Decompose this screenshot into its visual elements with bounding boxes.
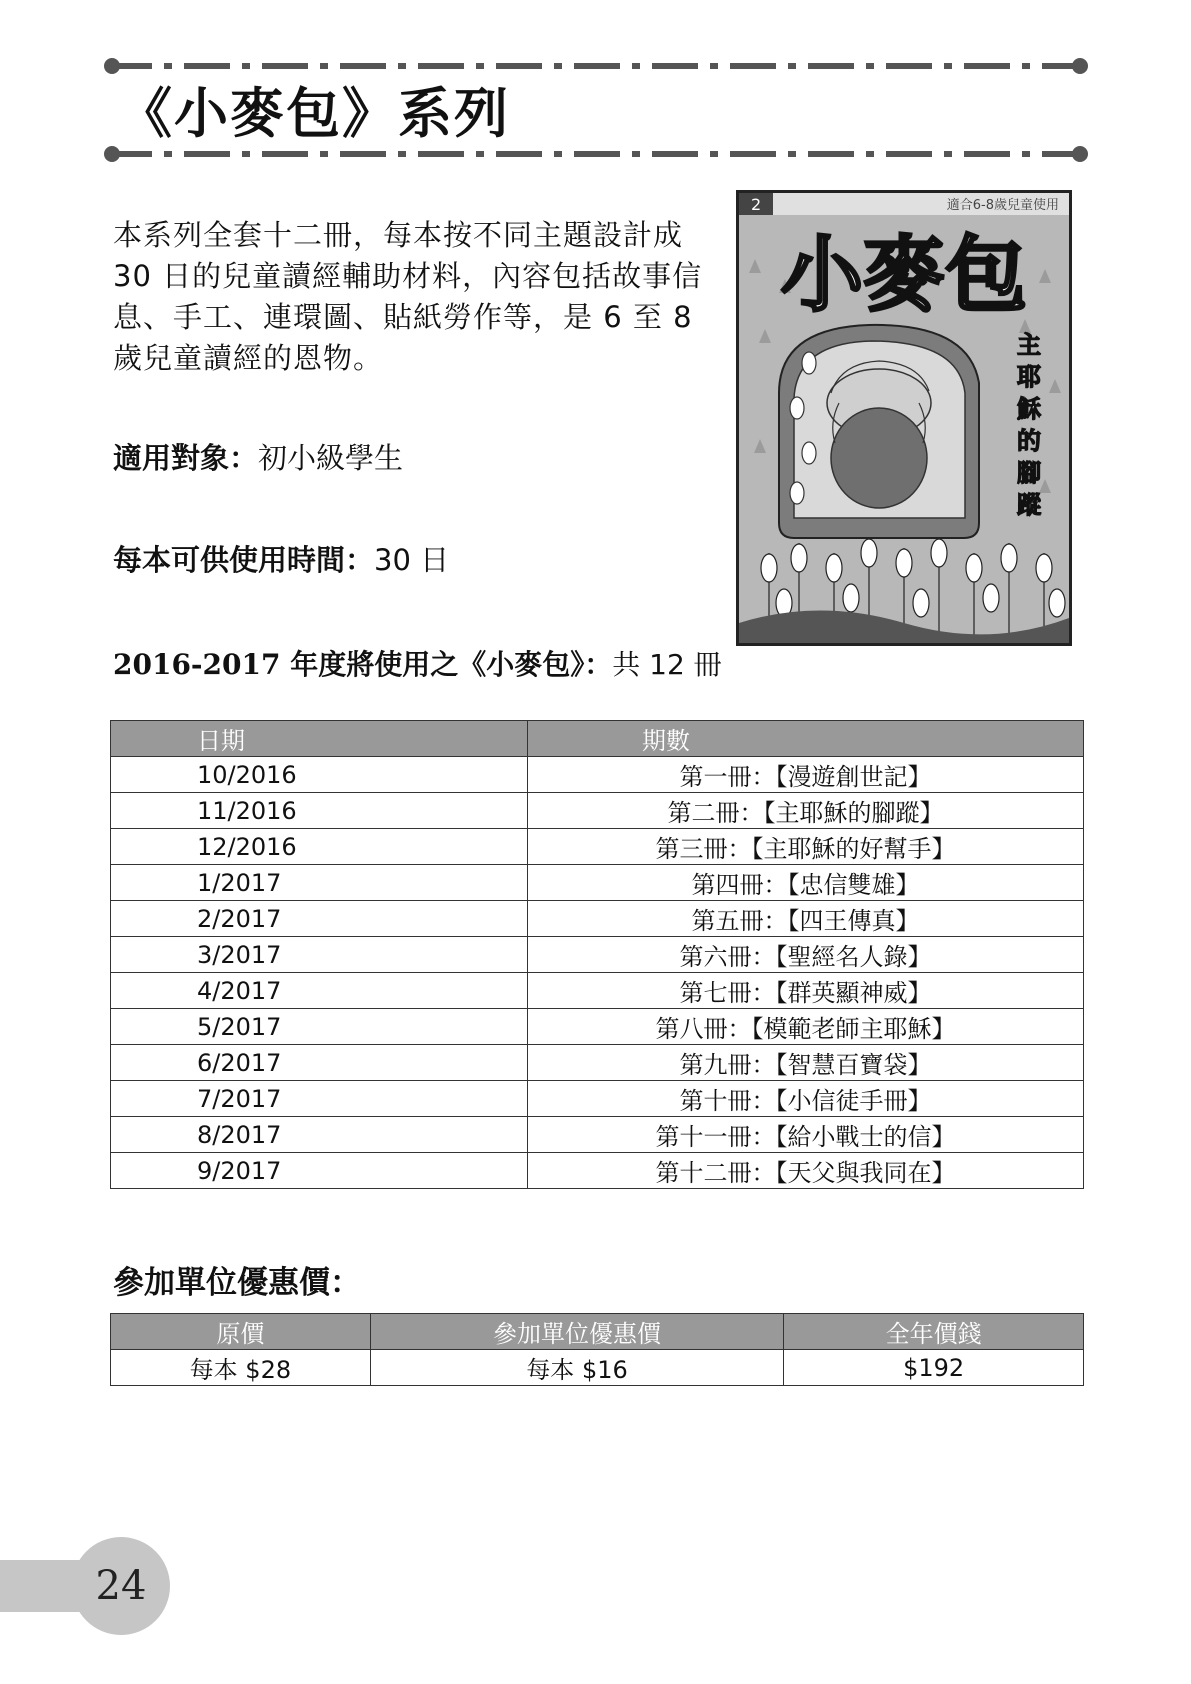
issue-cell: 第四冊：【忠信雙雄】 [528,865,1084,901]
date-cell: 7/2017 [111,1081,528,1117]
cover-title: 小麥包 [780,228,1028,323]
issue-cell: 第九冊：【智慧百寶袋】 [528,1045,1084,1081]
annual-price-cell: $192 [784,1350,1084,1386]
table-row [111,1045,1084,1081]
date-cell: 6/2017 [111,1045,528,1081]
page-number: 24 [72,1537,170,1635]
date-cell: 2/2017 [111,901,528,937]
table-row [111,829,1084,865]
table-row [111,757,1084,793]
column-header-original-price: 原價 [111,1314,371,1350]
table-row [111,901,1084,937]
table-header-row [111,721,1084,757]
duration-line [113,540,449,580]
book-cover-image [736,190,1072,646]
cover-subtitle-char: 腳 [1017,459,1041,487]
column-header-annual-price: 全年價錢 [784,1314,1084,1350]
audience-value: 初小級學生 [258,441,404,475]
table-row [111,1009,1084,1045]
year-section-heading [113,645,733,685]
cover-subtitle-char: 耶 [1017,363,1041,391]
issue-cell: 第六冊：【聖經名人錄】 [528,937,1084,973]
issue-cell: 第二冊：【主耶穌的腳蹤】 [528,793,1084,829]
date-cell: 8/2017 [111,1117,528,1153]
pricing-table [110,1313,1084,1386]
year-section-value: 共 12 冊 [612,648,722,681]
issue-cell: 第七冊：【群英顯神威】 [528,973,1084,1009]
column-header-member-price: 參加單位優惠價 [370,1314,784,1350]
original-price-cell: 每本 $28 [111,1350,371,1386]
table-row [111,793,1084,829]
pricing-heading: 參加單位優惠價： [113,1265,361,1301]
cover-subtitle-char: 的 [1017,427,1041,455]
table-header-row [111,1314,1084,1350]
intro-line: 歲兒童讀經的恩物。 [113,341,384,375]
intro-line: 30 日的兒童讀經輔助材料，內容包括故事信 [113,259,703,293]
audience-label: 適用對象： [113,441,259,475]
date-cell: 10/2016 [111,757,528,793]
table-row [111,1117,1084,1153]
cover-age-note: 適合6-8歲兒童使用 [946,198,1059,213]
header-top-dashed-line [106,63,1078,69]
date-cell: 1/2017 [111,865,528,901]
date-cell: 3/2017 [111,937,528,973]
table-row [111,1350,1084,1386]
issue-cell: 第十二冊：【天父與我同在】 [528,1153,1084,1189]
header-bottom-right-dot [1072,146,1088,162]
issue-cell: 第一冊：【漫遊創世記】 [528,757,1084,793]
date-cell: 12/2016 [111,829,528,865]
date-cell: 11/2016 [111,793,528,829]
intro-line: 息、手工、連環圖、貼紙勞作等，是 6 至 8 [113,300,693,334]
column-header-issue: 期數 [528,721,1084,757]
duration-label: 每本可供使用時間： [113,543,375,577]
intro-paragraph [113,215,723,379]
table-row [111,865,1084,901]
table-row [111,1153,1084,1189]
header-top-right-dot [1072,58,1088,74]
date-cell: 4/2017 [111,973,528,1009]
audience-line [113,438,403,478]
issue-cell: 第三冊：【主耶穌的好幫手】 [528,829,1084,865]
issue-cell: 第十一冊：【給小戰士的信】 [528,1117,1084,1153]
table-row [111,1081,1084,1117]
schedule-table [110,720,1084,1189]
column-header-date: 日期 [111,721,528,757]
date-cell: 9/2017 [111,1153,528,1189]
year-section-label: 2016-2017 年度將使用之《小麥包》： [113,648,613,681]
cover-subtitle-char: 蹤 [1017,491,1041,519]
issue-cell: 第五冊：【四王傳真】 [528,901,1084,937]
header-bottom-dashed-line [106,151,1078,157]
issue-cell: 第十冊：【小信徒手冊】 [528,1081,1084,1117]
intro-line: 本系列全套十二冊，每本按不同主題設計成 [113,218,684,252]
member-price-cell: 每本 $16 [370,1350,784,1386]
duration-value: 30 日 [374,543,450,577]
cover-number: 2 [751,195,762,214]
cover-subtitle-char: 穌 [1017,395,1041,423]
page-title: 《小麥包》系列 [118,81,510,145]
date-cell: 5/2017 [111,1009,528,1045]
cover-subtitle-char: 主 [1017,331,1041,359]
table-row [111,973,1084,1009]
issue-cell: 第八冊：【模範老師主耶穌】 [528,1009,1084,1045]
table-row [111,937,1084,973]
